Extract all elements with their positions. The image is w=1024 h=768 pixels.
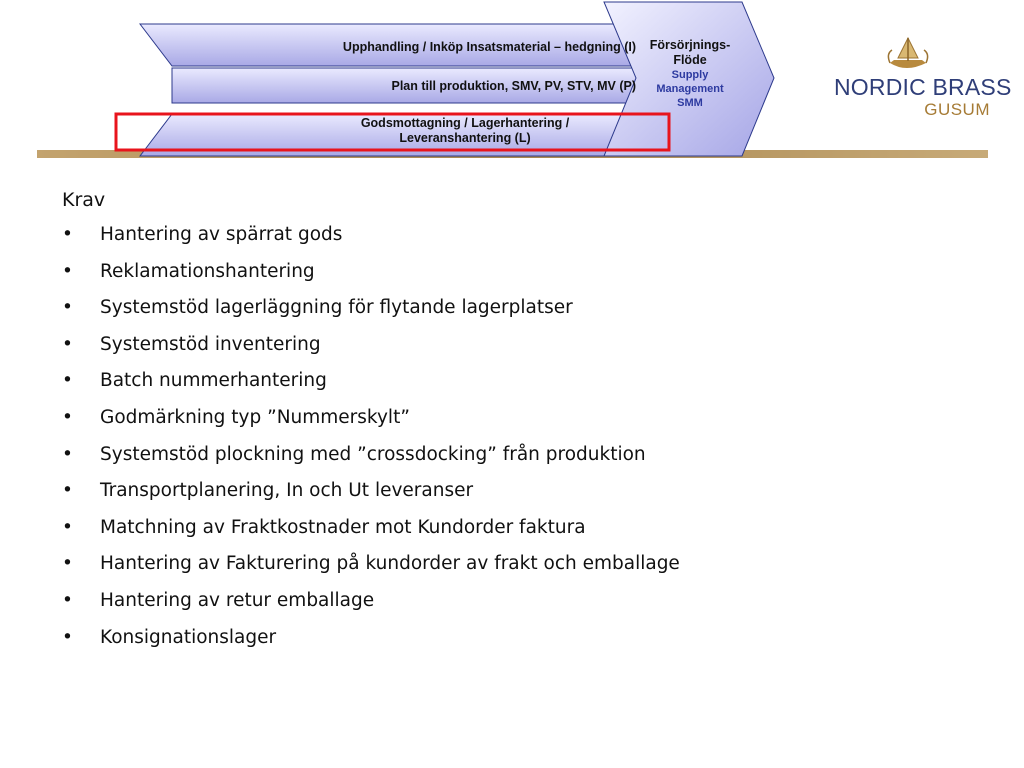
list-item-text: Hantering av spärrat gods [100,224,343,245]
section-heading: Krav [62,189,106,211]
list-item [62,552,962,589]
list-item [62,479,962,516]
band-planning-label: Plan till produktion, SMV, PV, STV, MV (P) [391,79,636,93]
logo-subtitle: GUSUM [924,100,990,119]
list-item-text: Systemstöd lagerläggning för flytande lagerplatser [100,297,573,319]
arrow-sub-line2: Management [656,83,724,95]
arrow-sub-line1: Supply [671,69,709,81]
list-item [62,260,962,297]
list-item [62,223,962,260]
band-logistics-label-line2: Leveranshantering (L) [399,131,531,145]
band-logistics-label [300,116,630,146]
bullet-icon: • [62,297,73,319]
bullet-icon: • [62,224,73,245]
list-item-text: Batch nummerhantering [100,370,327,392]
bullet-icon: • [62,480,73,502]
requirements-section [62,189,962,662]
list-item-text: Hantering av Fakturering på kundorder av frakt och emballage [100,553,680,575]
list-item-text: Matchning av Fraktkostnader mot Kundorder faktura [100,516,586,538]
list-item [62,589,962,626]
bullet-icon: • [62,516,73,538]
bullet-icon: • [62,333,73,355]
list-item [62,333,962,370]
list-item [62,296,962,333]
bullet-icon: • [62,370,73,392]
list-item-text: Konsignationslager [100,626,277,648]
band-logistics-label-line1: Godsmottagning / Lagerhantering / [360,116,570,130]
list-item-text: Hantering av retur emballage [100,589,375,611]
list-item [62,369,962,406]
arrow-title-line2: Flöde [673,53,707,67]
list-item-text: Godmärkning typ ”Nummerskylt” [100,406,410,428]
viking-ship-icon [888,38,927,68]
list-item-text: Systemstöd plockning med ”crossdocking” från produktion [100,443,646,465]
arrow-sub-line3: SMM [677,97,703,109]
list-item [62,626,962,663]
supply-arrow-label [630,38,750,110]
requirements-list [62,223,962,662]
bullet-icon: • [62,553,73,575]
arrow-title-line1: Försörjnings- [649,38,731,52]
list-item-text: Systemstöd inventering [100,333,321,355]
bullet-icon: • [62,626,73,648]
band-purchasing-label: Upphandling / Inköp Insatsmaterial – hedgning (I) [342,40,636,54]
list-item [62,406,962,443]
bullet-icon: • [62,406,73,428]
logo-title: NORDIC BRASS [834,74,1012,100]
bullet-icon: • [62,443,73,465]
bullet-icon: • [62,589,73,611]
list-item-text: Transportplanering, In och Ut leveranser [100,480,474,502]
list-item-text: Reklamationshantering [100,260,315,282]
list-item [62,516,962,553]
list-item [62,443,962,480]
bullet-icon: • [62,260,73,282]
